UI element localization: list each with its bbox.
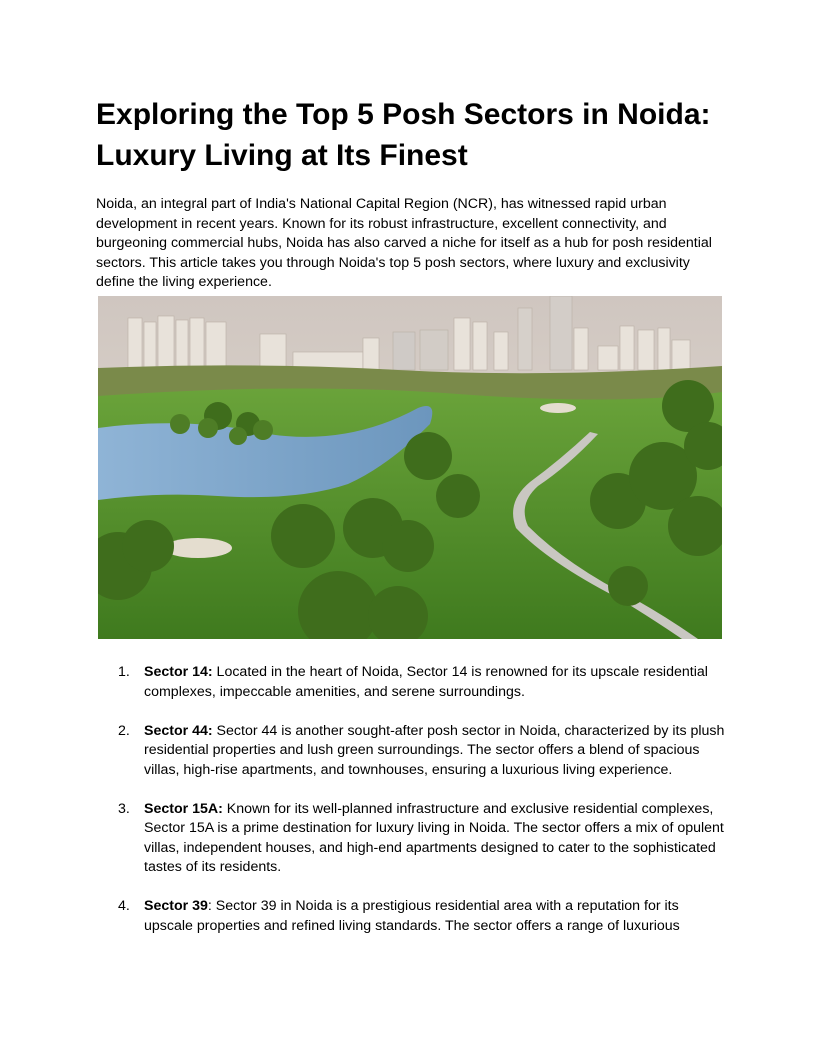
sector-list [96,663,726,956]
sector-name: Sector 14: [144,664,213,680]
sector-name: Sector 15A: [144,800,223,817]
list-number: 1. [118,664,130,680]
sector-name: Sector 39 [144,898,208,914]
photo-illustration [98,296,722,639]
intro-paragraph: Noida, an integral part of India's National Capital Region (NCR), has witnessed rapid urban development in recent years. Known for its robust infrastructure, excellent connectivity, and burgeoning commercial hubs, Noida has also carved a niche for itself as a hub for posh residential sectors. This article takes you through Noida's top 5 posh sectors, where luxury and exclusivity define the living experience. [96,196,712,290]
article-title: Exploring the Top 5 Posh Sectors in Noida: Luxury Living at Its Finest [96,98,711,172]
sector-description: Known for its well-planned infrastructure and exclusive residential complexes, Sector 15A is a prime destination for luxury living in Noida. The sector offers a mix of opulent villas, independent houses, and high-end apartments designed to cater to the sophisticated tastes of its residents. [144,800,724,875]
sand-bunker-far [540,403,576,413]
list-number: 3. [118,800,130,817]
sector-description: Located in the heart of Noida, Sector 14 is renowned for its upscale residential complexes, impeccable amenities, and serene surroundings. [144,664,708,700]
list-item [96,722,726,781]
sector-description: Sector 44 is another sought-after posh sector in Noida, characterized by its plush residential properties and lush green surroundings. The sector offers a blend of spacious villas, high-rise apartments, and townhouses, ensuring a luxurious living experience. [144,722,725,778]
list-item [96,800,726,878]
list-number: 2. [118,722,130,739]
list-number: 4. [118,898,130,914]
sector-name: Sector 44: [144,722,213,739]
sand-bunker [164,538,232,558]
list-item [96,897,726,936]
golf-course-skyline-photo [98,296,722,639]
list-item [96,663,726,702]
sector-description: : Sector 39 in Noida is a prestigious residential area with a reputation for its upscale properties and refined living standards. The sector offers a range of luxurious [144,898,680,934]
